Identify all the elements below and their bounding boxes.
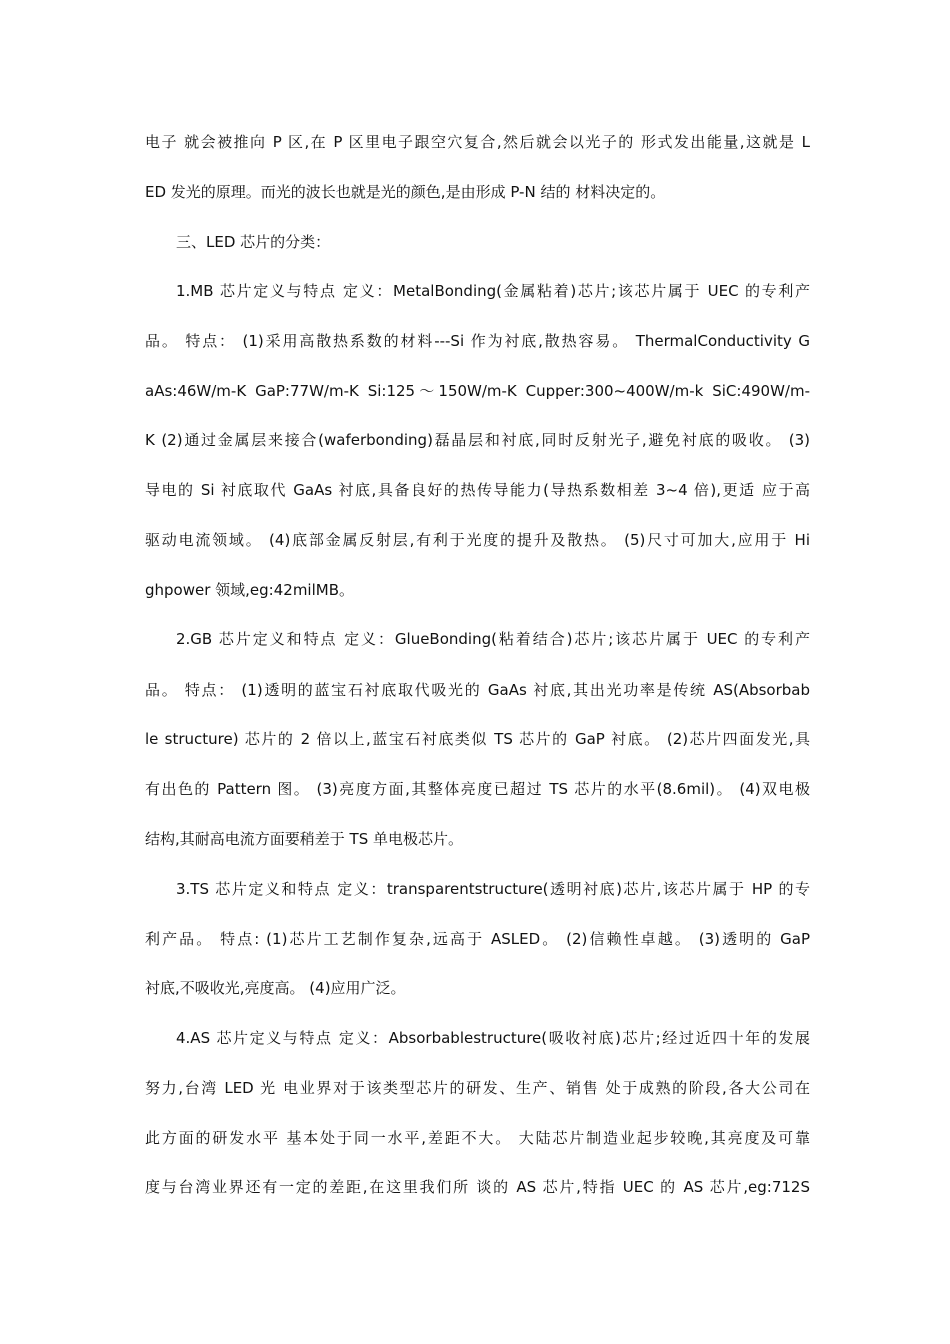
text-line: 2.GB 芯片定义和特点 定义：GlueBonding(粘着结合)芯片;该芯片属于 UEC 的专利产 <box>176 630 810 648</box>
text-line: le structure) 芯片的 2 倍以上,蓝宝石衬底类似 TS 芯片的 GaP 衬底。 (2)芯片四面发光,具 <box>145 730 810 748</box>
text-line: 1.MB 芯片定义与特点 定义：MetalBonding(金属粘着)芯片;该芯片属于 UEC 的专利产 <box>176 282 810 300</box>
text-line: 努力,台湾 LED 光 电业界对于该类型芯片的研发、生产、销售 处于成熟的阶段,各大公司在 <box>145 1079 810 1097</box>
text-line: 驱动电流领域。 (4)底部金属反射层,有利于光度的提升及散热。 (5)尺寸可加大,应用于 Hi <box>145 531 810 549</box>
text-line: 利产品。 特点: (1)芯片工艺制作复杂,远高于 ASLED。 (2)信赖性卓越。 (3)透明的 GaP <box>145 930 810 948</box>
text-line: ED 发光的原理。而光的波长也就是光的颜色,是由形成 P-N 结的 材料决定的。 <box>145 183 666 201</box>
text-line: 电子 就会被推向 P 区,在 P 区里电子跟空穴复合,然后就会以光子的 形式发出能量,这就是 L <box>145 133 810 151</box>
text-line: ghpower 领域,eg:42milMB。 <box>145 581 354 599</box>
text-line: 衬底,不吸收光,亮度高。 (4)应用广泛。 <box>145 979 406 997</box>
text-line: 有出色的 Pattern 图。 (3)亮度方面,其整体亮度已超过 TS 芯片的水平(8.6mil)。 (4)双电极 <box>145 780 810 798</box>
text-line: aAs:46W/m-K GaP:77W/m-K Si:125～150W/m-K Cupper:300~400W/m-k SiC:490W/m- <box>145 382 810 400</box>
text-line: 此方面的研发水平 基本处于同一水平,差距不大。 大陆芯片制造业起步较晚,其亮度及可靠 <box>145 1129 810 1147</box>
text-line: 品。 特点： (1)采用高散热系数的材料---Si 作为衬底,散热容易。 ThermalConductivity G <box>145 332 810 350</box>
text-line: 4.AS 芯片定义与特点 定义：Absorbablestructure(吸收衬底)芯片;经过近四十年的发展 <box>176 1029 810 1047</box>
text-line: 结构,其耐高电流方面要稍差于 TS 单电极芯片。 <box>145 830 463 848</box>
text-line: 导电的 Si 衬底取代 GaAs 衬底,具备良好的热传导能力(导热系数相差 3~4 倍),更适 应于高 <box>145 481 810 499</box>
text-line: 3.TS 芯片定义和特点 定义：transparentstructure(透明衬底)芯片,该芯片属于 HP 的专 <box>176 880 810 898</box>
text-line: 品。 特点： (1)透明的蓝宝石衬底取代吸光的 GaAs 衬底,其出光功率是传统 AS(Absorbab <box>145 681 810 699</box>
text-line: K (2)通过金属层来接合(waferbonding)磊晶层和衬底,同时反射光子,避免衬底的吸收。 (3) <box>145 431 810 449</box>
section-heading: 三、LED 芯片的分类： <box>176 233 331 251</box>
text-line: 度与台湾业界还有一定的差距,在这里我们所 谈的 AS 芯片,特指 UEC 的 AS 芯片,eg:712S <box>145 1178 810 1196</box>
